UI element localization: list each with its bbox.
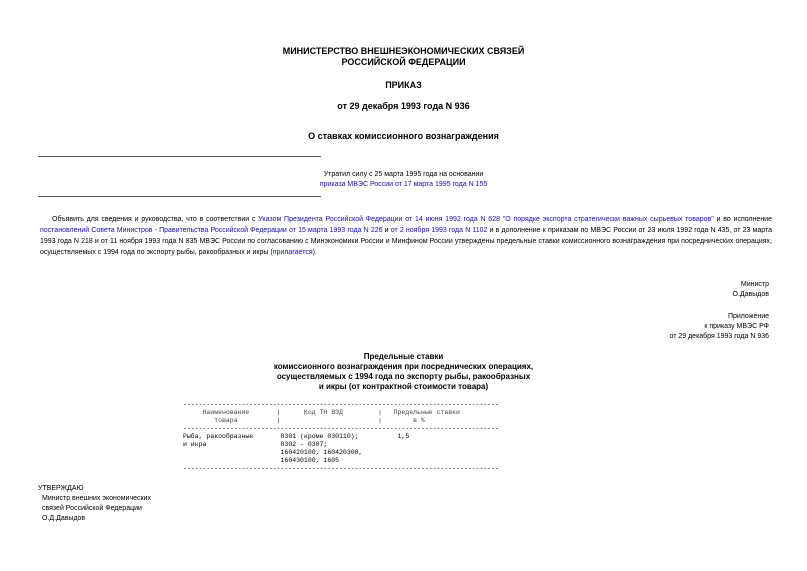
table-row-line: 160430100, 1605 — [183, 457, 340, 464]
appendix-label: Приложение — [727, 313, 769, 320]
table-title-line4: и икры (от контрактной стоимости товара) — [318, 382, 489, 391]
document-subject: О ставках комиссионного вознаграждения — [308, 131, 499, 141]
government-resolution-1102-link[interactable]: от 2 ноября 1993 года N 1102 — [390, 227, 488, 234]
separator-line — [38, 196, 321, 197]
table-bottom-rule: --------------------------------------------------------------------------------- — [183, 465, 499, 472]
appendix-order-date: от 29 декабря 1993 года N 936 — [669, 333, 769, 340]
government-resolution-link[interactable]: постановлений Совета Министров - Правительства Российской Федерации от 15 марта 1993 года N 226 — [40, 227, 383, 234]
body-text: и в дополнение к приказам по МВЭС России от 23 июля 1992 года N 435, от 23 марта 1993 года N 218 и от 11 ноября 1993 года N 835 МВЭС России по согласованию с Минэкономики России и Минфином России утверждены предельные ставки комиссионного вознаграждения при посреднических операциях, осуществляемых с 1994 года по экспорту рыбы, ракообразных и икры ( — [40, 227, 773, 256]
table-title-line2: комиссионного вознаграждения при посреднических операциях, — [273, 362, 534, 371]
appendix-link[interactable]: прилагается — [272, 249, 313, 256]
repeal-order-link[interactable]: приказа МВЭС России от 17 марта 1995 года N 155 — [319, 181, 488, 188]
approval-name: О.Д.Давыдов — [42, 515, 86, 522]
status-note-line1: Утратил силу с 25 марта 1995 года на основании — [323, 171, 484, 178]
table-header-row2: товара | | в % — [183, 417, 425, 424]
appendix-order-ref: к приказу МВЭС РФ — [704, 323, 769, 330]
presidential-decree-link[interactable]: Указом Президента Российской Федерации от 14 июня 1992 года N 628 "О порядке экспорта стратегически важных сырьевых товаров" — [258, 216, 714, 223]
approval-heading: УТВЕРЖДАЮ — [38, 485, 84, 492]
body-text: ). — [312, 249, 317, 256]
table-row-line: 160420100, 160420300, — [183, 449, 363, 456]
table-top-rule: --------------------------------------------------------------------------------- — [183, 401, 499, 408]
table-title-line3: осуществляемых с 1994 года по экспорту рыбы, ракообразных — [276, 372, 531, 381]
table-row-line: и икра 0302 - 0307; — [183, 441, 328, 448]
table-row-line: Рыба, ракообразные 0301 (кроме 030110); 1,5 — [183, 433, 410, 440]
document-type: ПРИКАЗ — [385, 80, 422, 90]
signature-name: О.Давыдов — [732, 291, 769, 298]
ministry-title-line1: МИНИСТЕРСТВО ВНЕШНЕЭКОНОМИЧЕСКИХ СВЯЗЕЙ — [282, 46, 525, 56]
signature-title: Министр — [740, 281, 769, 288]
table-header-rule: --------------------------------------------------------------------------------- — [183, 425, 499, 432]
ministry-title-line2: РОССИЙСКОЙ ФЕДЕРАЦИИ — [341, 57, 466, 67]
approval-title-line1: Министр внешних экономических — [42, 495, 151, 502]
table-title-line1: Предельные ставки — [363, 352, 444, 361]
body-text: Объявить для сведения и руководства, что в соответствии с — [52, 216, 259, 223]
separator-line — [38, 156, 321, 157]
body-text: и — [382, 227, 391, 234]
body-text: и во исполнение — [713, 216, 772, 223]
table-header-row1: Наименование | Код ТН ВЭД | Предельные ставки — [183, 409, 460, 416]
order-body-paragraph — [40, 214, 772, 258]
approval-title-line2: связей Российской Федерации — [42, 505, 142, 512]
document-date-number: от 29 декабря 1993 года N 936 — [337, 101, 470, 111]
